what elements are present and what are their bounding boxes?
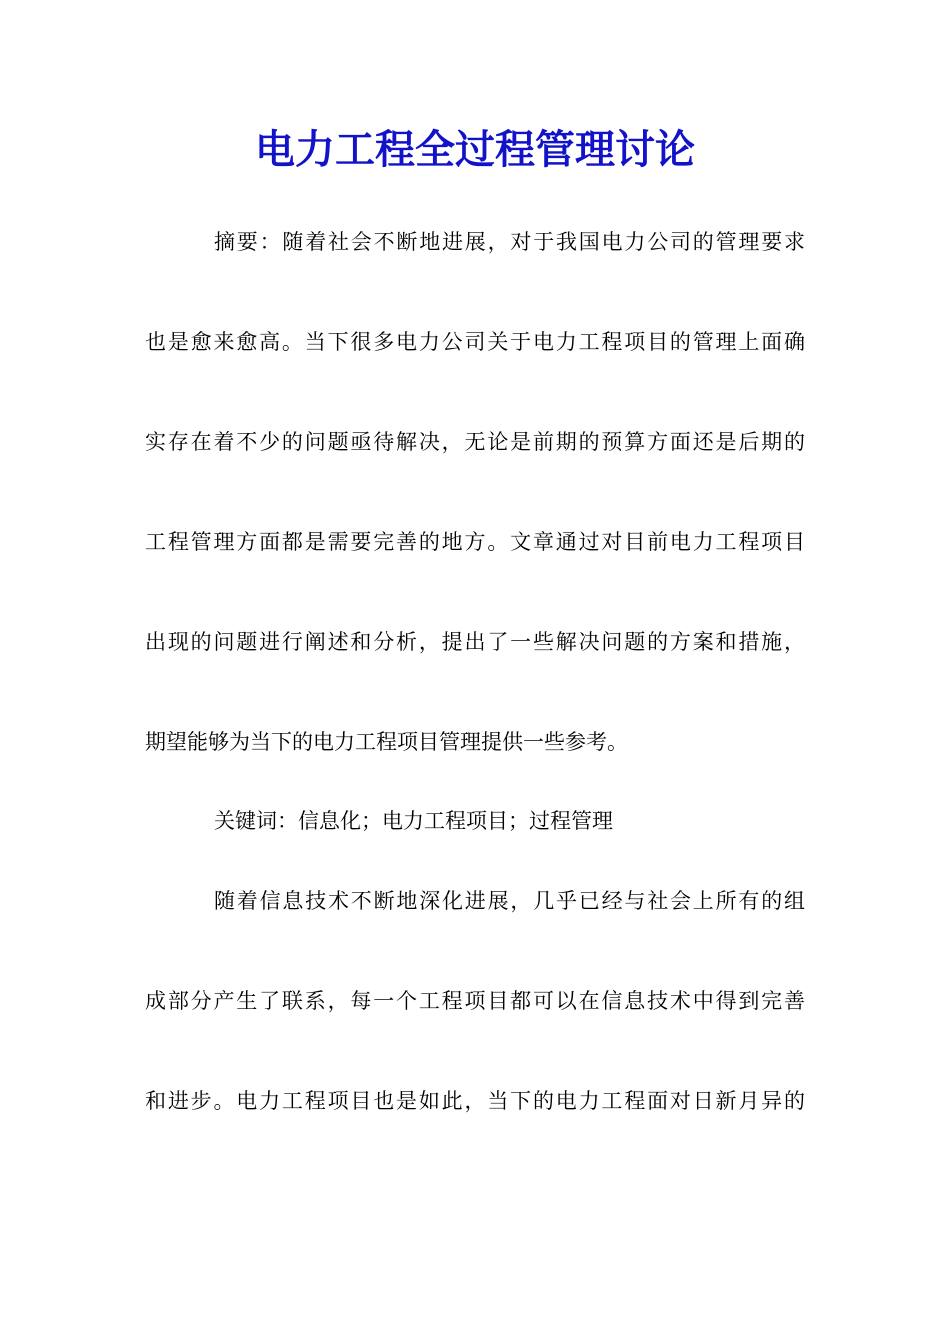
- body-line-2: 成部分产生了联系，每一个工程项目都可以在信息技术中得到完善: [145, 989, 805, 1013]
- body-line-1: 随着信息技术不断地深化进展，几乎已经与社会上所有的组: [214, 889, 805, 913]
- abstract-line-6: 期望能够为当下的电力工程项目管理提供一些参考。: [145, 730, 628, 754]
- document-title: 电力工程全过程管理讨论: [255, 126, 695, 173]
- keywords-line: 关键词：信息化；电力工程项目；过程管理: [214, 809, 613, 833]
- abstract-line-4: 工程管理方面都是需要完善的地方。文章通过对目前电力工程项目: [145, 530, 805, 554]
- abstract-line-2: 也是愈来愈高。当下很多电力公司关于电力工程项目的管理上面确: [145, 330, 805, 354]
- abstract-line-1: 摘要：随着社会不断地进展，对于我国电力公司的管理要求: [214, 230, 805, 254]
- abstract-line-5: 出现的问题进行阐述和分析，提出了一些解决问题的方案和措施，: [145, 630, 805, 654]
- body-line-3: 和进步。电力工程项目也是如此，当下的电力工程面对日新月异的: [145, 1089, 805, 1113]
- abstract-line-3: 实存在着不少的问题亟待解决，无论是前期的预算方面还是后期的: [145, 430, 805, 454]
